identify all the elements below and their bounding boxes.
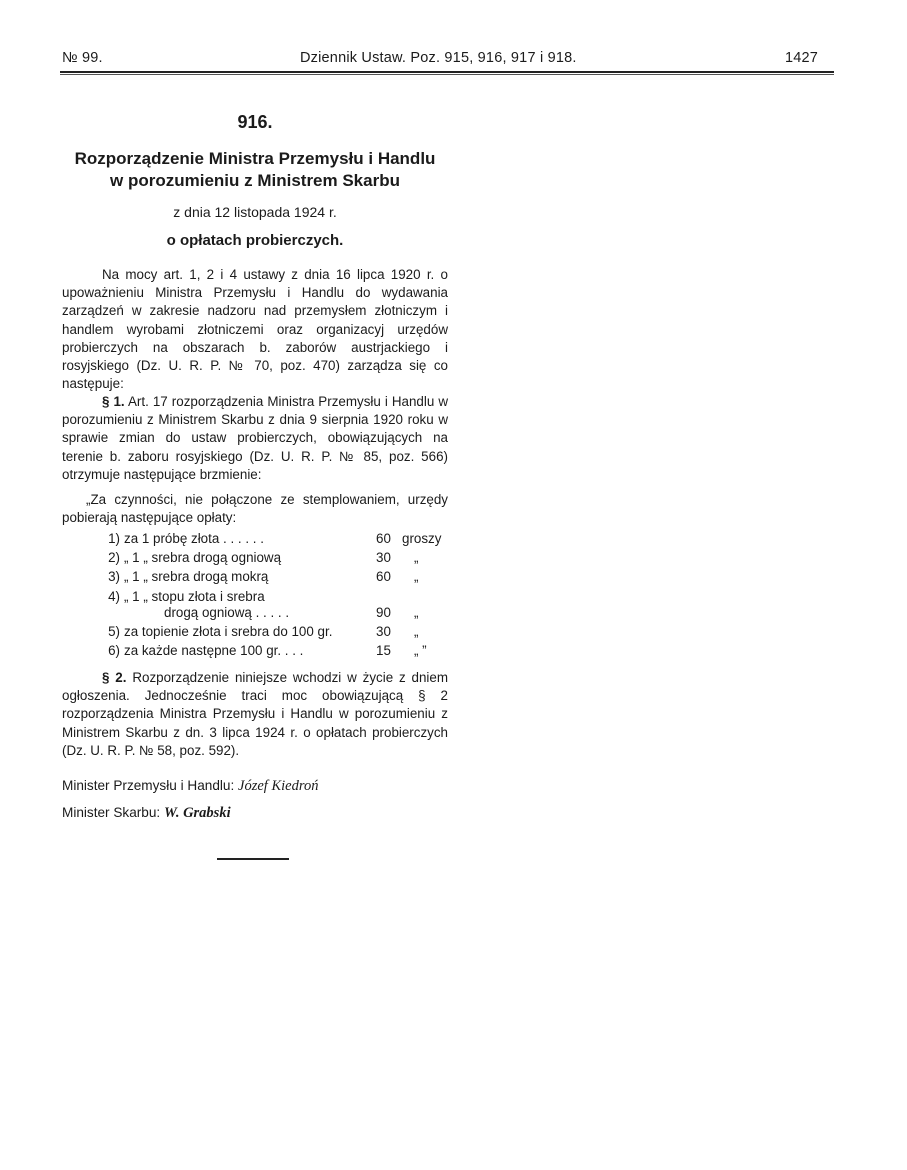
fee-row [62, 624, 448, 642]
fee-row-continuation [62, 605, 448, 623]
section-2-paragraph [62, 669, 448, 760]
signature-role: Minister Skarbu: [62, 805, 161, 820]
header-rule [60, 71, 834, 73]
fee-description: „ 1 „ stopu złota i srebra [124, 589, 265, 604]
section-2-text: Rozporządzenie niniejsze wchodzi w życie z dniem ogłoszenia. Jednocześnie traci moc obowiązującą § 2 rozporządzenia Ministra Przemysłu i Handlu w porozumieniu z Ministrem Skarbu z dn. 3 lipca 1924 r. o opłatach probierczych (Dz. U. R. P. № 58, poz. 592). [62, 670, 448, 758]
fee-row [62, 569, 448, 587]
fee-number: 2) [108, 550, 120, 565]
regulation-subject: o opłatach probierczych. [166, 232, 344, 249]
fee-description: „ 1 „ srebra drogą mokrą [124, 569, 269, 584]
signature-role: Minister Przemysłu i Handlu: [62, 778, 235, 793]
signature-minister-industry [62, 778, 318, 795]
preamble-paragraph [62, 266, 448, 393]
quote-intro-paragraph [62, 491, 448, 527]
issue-number: № 99. [62, 50, 103, 66]
fee-unit: groszy [402, 531, 442, 546]
section-1-paragraph [62, 393, 448, 484]
fee-row [62, 550, 448, 568]
fee-description: za 1 próbę złota . . . . . . [124, 531, 264, 546]
fee-unit: „ [414, 550, 419, 565]
page-number: 1427 [785, 50, 819, 66]
signature-name: Józef Kiedroń [238, 778, 319, 794]
regulation-date: z dnia 12 listopada 1924 r. [173, 204, 337, 220]
fee-row [62, 531, 448, 549]
section-1-text: Art. 17 rozporządzenia Ministra Przemysłu i Handlu w porozumieniu z Ministrem Skarbu z dnia 9 sierpnia 1920 roku w sprawie zmian do ustaw probierczych, obowiązujących na terenie b. zaboru rosyjskiego (Dz. U. R. P. № 85, poz. 566) otrzymuje następujące brzmienie: [62, 394, 449, 482]
quote-intro-text: „Za czynności, nie połączone ze stemplowaniem, urzędy pobierają następujące opłaty: [62, 492, 448, 526]
fee-value: 30 [376, 624, 391, 639]
fee-number: 6) [108, 643, 120, 658]
section-1-label: § 1. [102, 394, 125, 409]
preamble-text: Na mocy art. 1, 2 i 4 ustawy z dnia 16 lipca 1920 r. o upoważnieniu Ministra Przemysłu i Handlu do wydawania zarządzeń w zakresie nadzoru nad przemysłem złotniczym i handlem wyrobami złotniczemi oraz organizacyj urzędów probierczych na obszarach b. zaborów austrjackiego i rosyjskiego (Dz. U. R. P. № 70, poz. 470) zarządza się co następuje: [62, 267, 448, 392]
journal-title: Dziennik Ustaw. Poz. 915, 916, 917 i 918. [300, 50, 577, 66]
fee-value: 60 [376, 531, 391, 546]
fee-row [62, 643, 448, 661]
fee-value: 30 [376, 550, 391, 565]
fee-description: za każde następne 100 gr. . . . [124, 643, 304, 658]
end-divider [217, 858, 289, 860]
fee-value: 60 [376, 569, 391, 584]
fee-unit: „ [414, 605, 419, 620]
signature-minister-treasury [62, 805, 231, 822]
position-number: 916. [237, 112, 273, 132]
title-line-2: w porozumieniu z Ministrem Skarbu [110, 171, 400, 190]
fee-unit: „ [414, 569, 419, 584]
title-line-1: Rozporządzenie Ministra Przemysłu i Handlu [74, 149, 436, 168]
header-rule-thin [60, 74, 834, 75]
fee-value: 15 [376, 643, 391, 658]
fee-number: 5) [108, 624, 120, 639]
fee-description: „ 1 „ srebra drogą ogniową [124, 550, 282, 565]
section-2-label: § 2. [102, 670, 127, 685]
signature-name: W. Grabski [164, 805, 231, 821]
fee-value: 90 [376, 605, 391, 620]
fee-description-continuation: drogą ogniową . . . . . [164, 605, 290, 620]
regulation-title [62, 148, 448, 192]
fee-number: 4) [108, 589, 120, 604]
fee-unit: „ [414, 624, 419, 639]
fee-number: 1) [108, 531, 120, 546]
fee-description: za topienie złota i srebra do 100 gr. [124, 624, 333, 639]
fee-unit: „ ” [414, 643, 427, 658]
fee-number: 3) [108, 569, 120, 584]
